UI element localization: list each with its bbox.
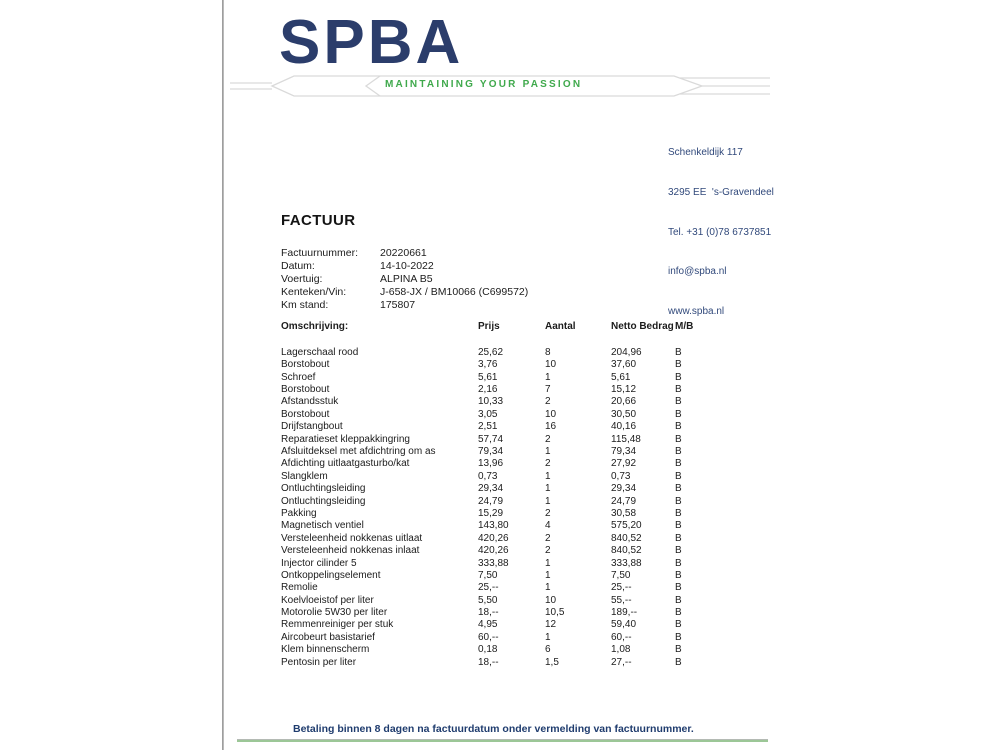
cell-mb: B	[675, 607, 682, 619]
cell-price: 18,--	[478, 607, 499, 619]
cell-mb: B	[675, 594, 682, 606]
line-items-table	[281, 321, 711, 669]
cell-quantity: 1	[545, 483, 551, 495]
meta-value: 14-10-2022	[380, 260, 434, 272]
cell-mb: B	[675, 545, 682, 557]
cell-mb: B	[675, 346, 682, 358]
cell-price: 18,--	[478, 656, 499, 668]
cell-mb: B	[675, 384, 682, 396]
cell-quantity: 1	[545, 470, 551, 482]
company-tagline: MAINTAINING YOUR PASSION	[385, 79, 583, 90]
cell-net-amount: 30,58	[611, 507, 637, 519]
cell-net-amount: 575,20	[611, 520, 642, 532]
cell-price: 57,74	[478, 433, 504, 445]
cell-price: 5,61	[478, 371, 498, 383]
cell-description: Motorolie 5W30 per liter	[281, 607, 388, 619]
cell-quantity: 7	[545, 384, 551, 396]
cell-net-amount: 189,--	[611, 607, 638, 619]
cell-mb: B	[675, 421, 682, 433]
cell-description: Pentosin per liter	[281, 656, 357, 668]
cell-quantity: 10	[545, 594, 557, 606]
meta-value: J-658-JX / BM10066 (C699572)	[380, 286, 529, 298]
table-row	[281, 632, 711, 644]
column-header-description: Omschrijving:	[281, 321, 349, 332]
cell-description: Ontluchtingsleiding	[281, 495, 366, 507]
cell-price: 5,50	[478, 594, 498, 606]
cell-description: Schroef	[281, 371, 316, 383]
cell-quantity: 1	[545, 446, 551, 458]
table-row	[281, 409, 711, 421]
cell-description: Borstobout	[281, 408, 330, 420]
cell-mb: B	[675, 557, 682, 569]
cell-description: Slangklem	[281, 470, 328, 482]
cell-quantity: 1	[545, 569, 551, 581]
cell-net-amount: 79,34	[611, 446, 637, 458]
cell-description: Ontluchtingsleiding	[281, 483, 366, 495]
cell-quantity: 1	[545, 371, 551, 383]
cell-price: 420,26	[478, 532, 509, 544]
cell-quantity: 1	[545, 495, 551, 507]
table-row	[281, 607, 711, 619]
table-row	[281, 496, 711, 508]
table-row	[281, 483, 711, 495]
meta-label: Km stand:	[281, 299, 329, 311]
cell-quantity: 12	[545, 619, 557, 631]
cell-description: Drijfstangbout	[281, 421, 343, 433]
table-row	[281, 545, 711, 557]
cell-net-amount: 27,92	[611, 458, 637, 470]
meta-value: 175807	[380, 299, 416, 311]
meta-label: Factuurnummer:	[281, 247, 359, 259]
cell-mb: B	[675, 408, 682, 420]
table-row	[281, 508, 711, 520]
cell-description: Reparatieset kleppakkingring	[281, 433, 410, 445]
cell-price: 25,--	[478, 582, 499, 594]
cell-net-amount: 333,88	[611, 557, 642, 569]
cell-quantity: 8	[545, 346, 551, 358]
cell-net-amount: 37,60	[611, 359, 637, 371]
cell-quantity: 1	[545, 631, 551, 643]
cell-mb: B	[675, 458, 682, 470]
cell-net-amount: 204,96	[611, 346, 642, 358]
cell-quantity: 2	[545, 545, 551, 557]
table-row	[281, 421, 711, 433]
contact-email: info@spba.nl	[668, 266, 727, 278]
cell-price: 60,--	[478, 631, 499, 643]
cell-price: 3,05	[478, 408, 498, 420]
table-row	[281, 570, 711, 582]
column-header-mb: M/B	[675, 321, 694, 332]
cell-net-amount: 1,08	[611, 644, 631, 656]
table-row	[281, 657, 711, 669]
cell-quantity: 10,5	[545, 607, 565, 619]
cell-net-amount: 27,--	[611, 656, 632, 668]
cell-net-amount: 5,61	[611, 371, 631, 383]
cell-quantity: 2	[545, 532, 551, 544]
cell-mb: B	[675, 619, 682, 631]
page-title: FACTUUR	[281, 212, 356, 229]
cell-quantity: 4	[545, 520, 551, 532]
table-row	[281, 619, 711, 631]
company-contact-block	[668, 120, 774, 344]
cell-net-amount: 20,66	[611, 396, 637, 408]
contact-phone: Tel. +31 (0)78 6737851	[668, 226, 772, 238]
cell-mb: B	[675, 433, 682, 445]
cell-price: 333,88	[478, 557, 509, 569]
cell-quantity: 6	[545, 644, 551, 656]
table-row	[281, 396, 711, 408]
table-row	[281, 520, 711, 532]
column-header-price: Prijs	[478, 321, 500, 332]
cell-mb: B	[675, 631, 682, 643]
cell-quantity: 2	[545, 396, 551, 408]
table-row	[281, 434, 711, 446]
page-left-edge-divider	[222, 0, 224, 750]
cell-mb: B	[675, 569, 682, 581]
cell-net-amount: 15,12	[611, 384, 637, 396]
cell-description: Afstandsstuk	[281, 396, 339, 408]
cell-quantity: 1	[545, 582, 551, 594]
cell-quantity: 1,5	[545, 656, 559, 668]
payment-terms-note: Betaling binnen 8 dagen na factuurdatum onder vermelding van factuurnummer.	[293, 723, 694, 735]
cell-price: 10,33	[478, 396, 504, 408]
cell-net-amount: 60,--	[611, 631, 632, 643]
table-row	[281, 582, 711, 594]
cell-description: Afdichting uitlaatgasturbo/kat	[281, 458, 410, 470]
cell-net-amount: 55,--	[611, 594, 632, 606]
cell-mb: B	[675, 582, 682, 594]
line-items-rows	[281, 347, 711, 669]
cell-mb: B	[675, 520, 682, 532]
cell-price: 0,73	[478, 470, 498, 482]
table-row	[281, 533, 711, 545]
cell-description: Aircobeurt basistarief	[281, 631, 375, 643]
cell-mb: B	[675, 396, 682, 408]
cell-description: Ontkoppelingselement	[281, 569, 381, 581]
contact-address-city: 3295 EE 's-Gravendeel	[668, 187, 774, 199]
company-logo: SPBA	[279, 8, 464, 77]
cell-description: Versteleenheid nokkenas inlaat	[281, 545, 420, 557]
cell-net-amount: 25,--	[611, 582, 632, 594]
cell-description: Remolie	[281, 582, 318, 594]
meta-value: 20220661	[380, 247, 427, 259]
cell-net-amount: 24,79	[611, 495, 637, 507]
cell-price: 79,34	[478, 446, 504, 458]
cell-price: 420,26	[478, 545, 509, 557]
meta-value: ALPINA B5	[380, 273, 433, 285]
cell-description: Injector cilinder 5	[281, 557, 357, 569]
cell-price: 24,79	[478, 495, 504, 507]
cell-description: Lagerschaal rood	[281, 346, 359, 358]
cell-mb: B	[675, 656, 682, 668]
cell-net-amount: 30,50	[611, 408, 637, 420]
cell-description: Versteleenheid nokkenas uitlaat	[281, 532, 423, 544]
cell-price: 3,76	[478, 359, 498, 371]
table-row	[281, 359, 711, 371]
cell-mb: B	[675, 507, 682, 519]
cell-net-amount: 59,40	[611, 619, 637, 631]
table-row	[281, 446, 711, 458]
footer-divider-line	[237, 739, 768, 742]
table-row	[281, 595, 711, 607]
table-row	[281, 347, 711, 359]
cell-mb: B	[675, 644, 682, 656]
cell-quantity: 16	[545, 421, 557, 433]
cell-net-amount: 115,48	[611, 433, 641, 445]
cell-quantity: 2	[545, 458, 551, 470]
cell-price: 7,50	[478, 569, 498, 581]
cell-description: Afsluitdeksel met afdichtring om as	[281, 446, 436, 458]
cell-description: Pakking	[281, 507, 317, 519]
column-header-quantity: Aantal	[545, 321, 576, 332]
cell-price: 143,80	[478, 520, 509, 532]
cell-price: 2,51	[478, 421, 498, 433]
cell-net-amount: 29,34	[611, 483, 637, 495]
table-row	[281, 558, 711, 570]
cell-mb: B	[675, 470, 682, 482]
contact-website: www.spba.nl	[668, 305, 725, 317]
cell-price: 13,96	[478, 458, 504, 470]
table-row	[281, 458, 711, 470]
contact-address-street: Schenkeldijk 117	[668, 147, 743, 159]
meta-label: Datum:	[281, 260, 315, 272]
cell-net-amount: 840,52	[611, 545, 642, 557]
cell-mb: B	[675, 359, 682, 371]
table-row	[281, 372, 711, 384]
cell-mb: B	[675, 495, 682, 507]
table-row	[281, 471, 711, 483]
cell-price: 2,16	[478, 384, 498, 396]
meta-label: Kenteken/Vin:	[281, 286, 347, 298]
cell-quantity: 10	[545, 408, 557, 420]
cell-price: 29,34	[478, 483, 504, 495]
cell-description: Magnetisch ventiel	[281, 520, 364, 532]
table-header-row	[281, 321, 711, 333]
cell-description: Koelvloeistof per liter	[281, 594, 374, 606]
cell-net-amount: 7,50	[611, 569, 631, 581]
cell-description: Remmenreiniger per stuk	[281, 619, 394, 631]
table-row	[281, 384, 711, 396]
cell-quantity: 2	[545, 433, 551, 445]
cell-description: Borstobout	[281, 359, 330, 371]
cell-net-amount: 840,52	[611, 532, 642, 544]
cell-mb: B	[675, 532, 682, 544]
cell-price: 4,95	[478, 619, 498, 631]
cell-net-amount: 40,16	[611, 421, 637, 433]
column-header-net-amount: Netto Bedrag	[611, 321, 674, 332]
cell-description: Klem binnenscherm	[281, 644, 370, 656]
cell-price: 0,18	[478, 644, 498, 656]
cell-mb: B	[675, 446, 682, 458]
cell-price: 25,62	[478, 346, 504, 358]
cell-quantity: 1	[545, 557, 551, 569]
cell-description: Borstobout	[281, 384, 330, 396]
cell-price: 15,29	[478, 507, 504, 519]
cell-mb: B	[675, 371, 682, 383]
cell-net-amount: 0,73	[611, 470, 631, 482]
cell-quantity: 2	[545, 507, 551, 519]
cell-quantity: 10	[545, 359, 557, 371]
table-row	[281, 644, 711, 656]
meta-label: Voertuig:	[281, 273, 323, 285]
cell-mb: B	[675, 483, 682, 495]
